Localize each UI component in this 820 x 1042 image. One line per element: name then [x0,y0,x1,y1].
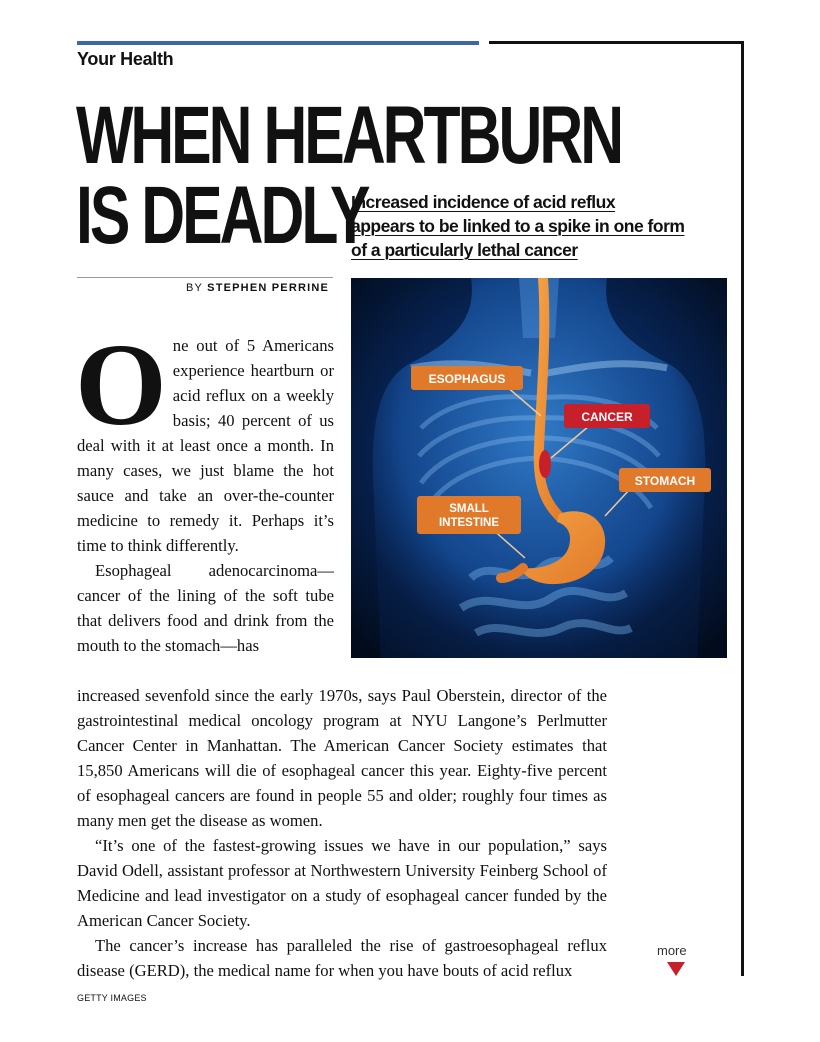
label-esophagus-text: ESOPHAGUS [428,372,506,386]
label-small-intestine-text-2: INTESTINE [438,517,500,529]
label-small-intestine [417,496,521,534]
label-stomach-text: STOMACH [634,474,696,488]
label-stomach [619,468,711,492]
deck-line-2: appears to be linked to a spike in one form [351,216,685,236]
deck-line-3: of a particularly lethal cancer [351,240,578,260]
label-cancer [564,404,650,428]
deck-subtitle [351,190,696,262]
anatomy-svg [351,278,727,658]
byline [186,282,329,294]
anatomy-illustration [351,278,727,658]
paragraph-1: ne out of 5 Americans experience heartburn or acid reflux on a weekly basis; 40 percent of us deal with it at least once a month. In many cases, we just blame the hot sauce and take an over-the-counter medicine to remedy it. Perhaps it’s time to think differently. [77,336,334,555]
paragraph-4: The cancer’s increase has paralleled the rise of gastroesophageal reflux disease (GERD), the medical name for when you have bouts of acid reflux [77,936,607,980]
byline-prefix: BY [186,282,203,294]
header-rule-black [489,41,744,44]
paragraph-2-end: increased sevenfold since the early 1970s, says Paul Oberstein, director of the gastrointestinal medical oncology program at NYU Langone’s Perlmutter Cancer Center in Manhattan. The American Cancer Society estimates that 15,850 Americans will die of esophageal cancer this year. Eighty-five percent of esophageal cancers are found in people 55 and older; roughly four times as many men get the disease as women. [77,686,607,830]
article-column-1 [75,319,334,658]
deck-line-1: Increased incidence of acid reflux [351,192,616,212]
label-cancer-text: CANCER [581,410,633,424]
byline-rule [77,277,333,278]
section-label: Your Health [77,49,174,69]
more-link[interactable]: more [657,943,687,958]
paragraph-2-start: Esophageal adenocarcinoma—cancer of the lining of the soft tube that delivers food and drink from the mouth to the stomach—has [77,561,334,655]
article-column-wide [77,683,607,983]
drop-cap: O [75,319,167,450]
header-rule-blue [77,41,479,45]
column-side-rule [741,41,744,976]
headline-line-1: WHEN HEARTBURN [76,90,622,181]
headline-line-2: IS DEADLY [76,170,368,261]
photo-credit: GETTY IMAGES [77,993,147,1003]
paragraph-3: “It’s one of the fastest-growing issues we have in our population,” says David Odell, assistant professor at Northwestern University Feinberg School of Medicine and lead investigator on a study of esophageal cancer funded by the American Cancer Society. [77,836,607,930]
byline-author: STEPHEN PERRINE [207,282,330,294]
more-arrow-icon[interactable] [667,962,685,976]
label-small-intestine-text-1: SMALL [449,503,489,515]
label-esophagus [411,366,523,390]
